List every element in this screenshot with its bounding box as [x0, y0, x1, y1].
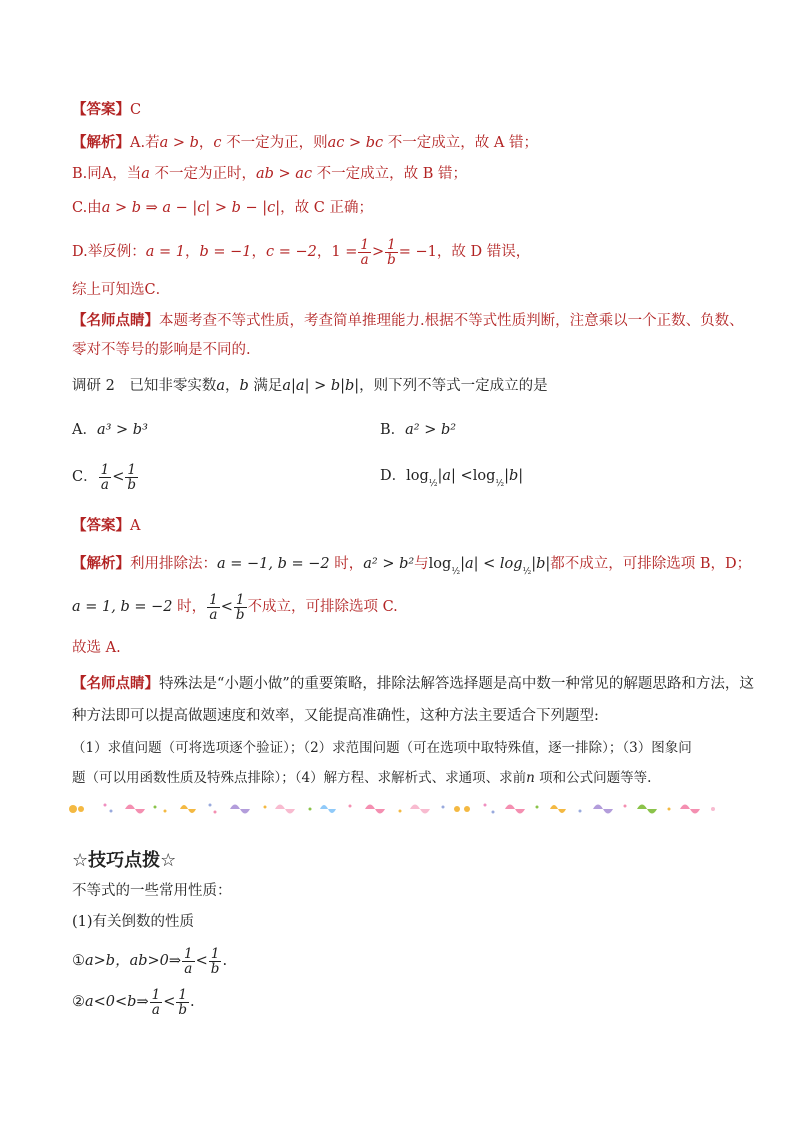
numerator: 1 — [100, 461, 110, 478]
text: 时， — [172, 599, 207, 615]
option-b[interactable] — [380, 420, 456, 440]
math: a² > b² — [405, 422, 457, 438]
math: a — [141, 166, 150, 182]
fraction — [358, 238, 371, 267]
math: b — [239, 378, 249, 394]
text: ， — [184, 244, 200, 260]
math: < — [163, 994, 176, 1010]
tip2-line-4 — [72, 768, 724, 788]
numerator: 1 — [234, 593, 247, 608]
text: 不一定成立，故 A 错； — [383, 135, 538, 151]
text: 不一定成立，故 B 错； — [312, 166, 468, 182]
numerator: 1 — [176, 988, 189, 1003]
fraction — [182, 947, 195, 976]
fraction — [234, 593, 247, 622]
numerator: 1 — [209, 591, 218, 608]
denominator: b — [235, 606, 245, 623]
text: 特殊法是“小题小做”的重要策略，排除法解答选择题是高中数一种常见的解题思路和方法，这 — [159, 676, 754, 692]
tip2-line-2 — [72, 706, 724, 726]
text: . — [222, 953, 228, 969]
math: |b| — [504, 468, 524, 484]
numerator: 1 — [184, 945, 193, 962]
text: 零对不等号的影响是不同的. — [72, 342, 251, 358]
numerator: 1 — [151, 986, 161, 1003]
math: a<0<b⇒ — [85, 994, 149, 1010]
log-base: ½ — [451, 567, 461, 577]
text: ，故 D 错误， — [436, 244, 531, 260]
divider-pattern — [69, 804, 715, 814]
denominator: b — [210, 960, 220, 977]
option-c[interactable] — [72, 460, 139, 494]
tip-tag: 【名师点睛】 — [72, 675, 159, 692]
tip2-line-1 — [72, 674, 754, 694]
property-1 — [72, 944, 724, 978]
answer-line-1 — [72, 100, 724, 120]
tip-tag: 【名师点睛】 — [72, 312, 159, 329]
math: log — [406, 468, 429, 484]
denominator: a — [100, 476, 109, 493]
math: < — [195, 953, 208, 969]
tip-line-2 — [72, 340, 724, 360]
text: 都不成立，可排除选项 B，D； — [550, 556, 752, 572]
tip-line-1 — [72, 311, 744, 331]
math: ab > ac — [256, 166, 313, 182]
math: log — [428, 556, 452, 572]
math: = −1 — [398, 244, 437, 260]
numerator: 1 — [125, 463, 138, 478]
math: a = 1 — [145, 244, 185, 260]
fraction — [385, 238, 398, 267]
analysis2-line-3 — [72, 638, 724, 658]
text: B.同A，当 — [72, 166, 142, 182]
analysis-tag: 【解析】 — [72, 555, 130, 572]
analysis-line-b — [72, 164, 724, 184]
text: （1）求值问题（可将选项逐个验证）；（2）求范围问题（可在选项中取特殊值，逐一排除）；（3）图象问 — [72, 740, 692, 756]
math: a>b，ab>0⇒ — [85, 953, 182, 969]
math: |a| < — [437, 468, 473, 484]
text: 利用排除法： — [130, 556, 217, 572]
section-item-1 — [72, 912, 724, 932]
analysis2-line-1 — [72, 554, 752, 582]
tip2-line-3 — [72, 738, 724, 758]
denominator: b — [387, 251, 396, 268]
butterfly-divider — [65, 797, 725, 821]
log-base: ½ — [495, 479, 505, 489]
text: 不一定为正，则 — [221, 135, 328, 151]
option-label: B． — [380, 422, 406, 438]
math: < — [220, 599, 233, 615]
text: 满足 — [248, 378, 283, 394]
text: ， — [198, 135, 214, 151]
math: < — [112, 469, 125, 485]
denominator: b — [178, 1001, 188, 1018]
text: 调研 2 已知非零实数 — [72, 378, 217, 394]
text: 综上可知选C． — [72, 282, 171, 298]
log-base: ½ — [428, 479, 438, 489]
option-a[interactable] — [72, 420, 148, 440]
text: 本题考查不等式性质，考查简单推理能力.根据不等式性质判断，注意乘以一个正数、负数、 — [159, 313, 744, 329]
log-base: ½ — [522, 567, 532, 577]
math: a — [216, 378, 225, 394]
analysis-line-a — [72, 133, 724, 153]
math: a = 1, b = −2 — [72, 599, 173, 615]
section-intro — [72, 881, 724, 901]
option-d[interactable] — [380, 466, 523, 494]
numerator: 1 — [209, 947, 222, 962]
answer-line-2 — [72, 516, 724, 536]
analysis-line-d — [72, 236, 724, 268]
math: 1 = — [331, 244, 358, 260]
text: ，故 C 正确； — [280, 200, 373, 216]
text: 与 — [414, 556, 429, 572]
text: 种方法即可以提高做题速度和效率，又能提高准确性，这种方法主要适合下列题型: — [72, 708, 599, 724]
math: |b| — [531, 556, 551, 572]
analysis-tag: 【解析】 — [72, 134, 130, 151]
text: ， — [225, 378, 240, 394]
text: 项和公式问题等等. — [534, 770, 652, 786]
text: ① — [72, 953, 85, 969]
math: b = −1 — [199, 244, 252, 260]
math: a³ > b³ — [96, 422, 148, 438]
text: (1)有关倒数的性质 — [72, 914, 195, 930]
option-label: A． — [72, 422, 97, 438]
fraction — [176, 988, 189, 1017]
text: A.若 — [130, 135, 160, 151]
denominator: a — [209, 606, 218, 623]
analysis-conclusion — [72, 280, 724, 300]
math: ac > bc — [327, 135, 384, 151]
denominator: a — [360, 251, 369, 268]
question-stem — [72, 376, 724, 396]
fraction — [150, 988, 163, 1017]
fraction — [209, 947, 222, 976]
analysis-line-c — [72, 198, 724, 218]
text: C.由 — [72, 200, 102, 216]
denominator: b — [127, 476, 137, 493]
math: n — [526, 770, 535, 786]
answer-tag: 【答案】 — [72, 101, 130, 118]
fraction — [99, 463, 112, 492]
option-label: D． — [380, 468, 407, 484]
math: a|a| > b|b| — [282, 378, 360, 394]
text: 题（可以用函数性质及特殊点排除）；（4）解方程、求解析式、求通项、求前 — [72, 770, 527, 786]
answer-value: A — [130, 518, 141, 534]
math: c = −2 — [266, 244, 317, 260]
text: ， — [316, 244, 332, 260]
text: 不一定为正时， — [149, 166, 257, 182]
text: ② — [72, 994, 85, 1010]
text: ， — [251, 244, 266, 260]
text: 不等式的一些常用性质： — [72, 883, 232, 899]
fraction — [125, 463, 138, 492]
property-2 — [72, 985, 724, 1019]
answer-value: C — [130, 102, 142, 118]
math: c — [213, 135, 222, 151]
text: ，则下列不等式一定成立的是 — [359, 378, 548, 394]
denominator: a — [184, 960, 193, 977]
option-label: C． — [72, 469, 98, 485]
answer-tag: 【答案】 — [72, 517, 130, 534]
numerator: 1 — [360, 236, 369, 253]
text: D.举反例： — [72, 244, 146, 260]
fraction — [207, 593, 220, 622]
math: log — [472, 468, 496, 484]
math: a = −1, b = −2 — [217, 556, 330, 572]
text: 故选 A. — [72, 640, 121, 656]
math: > — [371, 244, 385, 260]
math: a² > b² — [363, 556, 415, 572]
section-title: ☆技巧点拨☆ — [72, 850, 177, 871]
math: a > b — [159, 135, 199, 151]
analysis2-line-2 — [72, 590, 724, 624]
text: 时， — [329, 556, 364, 572]
numerator: 1 — [385, 238, 398, 253]
math: a > b ⇒ a − |c| > b − |c| — [101, 200, 281, 216]
math: |a| < log — [460, 556, 523, 572]
denominator: a — [151, 1001, 160, 1018]
text: 不成立，可排除选项 C. — [247, 599, 398, 615]
text: . — [190, 994, 195, 1010]
